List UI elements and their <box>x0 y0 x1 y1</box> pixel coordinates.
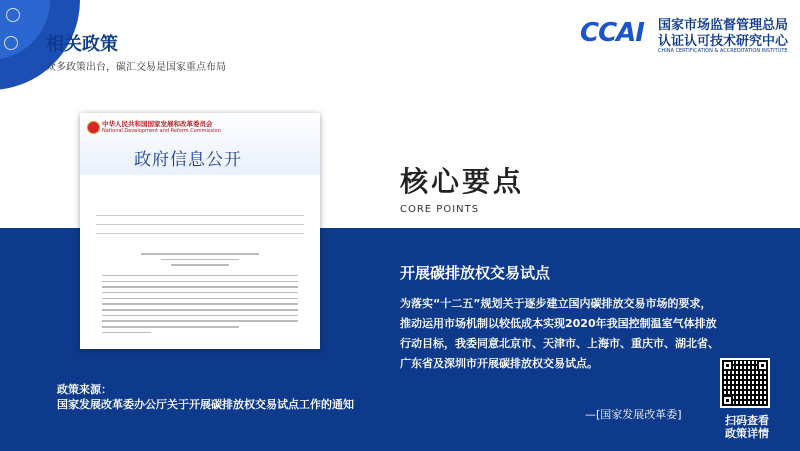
qr-caption-line2: 政策详情 <box>725 427 769 440</box>
qr-caption-line1: 扫码查看 <box>725 414 769 427</box>
document-org-en: National Development and Reform Commission <box>102 128 221 134</box>
chat-bubble-icon <box>6 8 20 22</box>
logo-name-line1: 国家市场监督管理总局 <box>658 18 789 33</box>
policy-signature: —[国家发展改革委] <box>585 408 682 421</box>
document-org-cn: 中华人民共和国国家发展和改革委员会 <box>102 120 213 128</box>
source-text: 国家发展改革委办公厅关于开展碳排放权交易试点工作的通知 <box>57 398 354 411</box>
ccai-logo-mark: CCAI <box>580 18 644 48</box>
page-title: 相关政策 <box>46 34 118 55</box>
logo-name-en: CHINA CERTIFICATION & ACCREDITATION INSTITUTE <box>658 48 788 54</box>
core-points-subtitle: CORE POINTS <box>400 204 480 215</box>
source-label: 政策来源： <box>57 383 112 396</box>
national-emblem-icon <box>87 121 100 134</box>
policy-heading: 开展碳排放权交易试点 <box>400 264 551 282</box>
document-header <box>80 113 320 175</box>
qr-code-icon[interactable] <box>720 358 770 408</box>
policy-document-image <box>80 113 320 349</box>
document-meta-table <box>96 207 304 234</box>
document-heading: 政府信息公开 <box>134 150 242 170</box>
chat-bubble-icon <box>4 36 18 50</box>
logo-name-line2: 认证认可技术研究中心 <box>658 34 789 49</box>
ccai-logo <box>580 14 789 54</box>
qr-caption <box>722 414 772 440</box>
core-points-title: 核心要点 <box>400 165 525 198</box>
policy-body: 为落实“十二五”规划关于逐步建立国内碳排放交易市场的要求，推动运用市场机制以较低成本实现2020年我国控制温室气体排放行动目标，我委同意北京市、天津市、上海市、重庆市、湖北省、广东省及深圳市开展碳排放权交易试点。 <box>400 297 719 370</box>
page-subtitle: 众多政策出台，碳汇交易是国家重点布局 <box>46 62 226 73</box>
document-body-text <box>102 253 298 337</box>
